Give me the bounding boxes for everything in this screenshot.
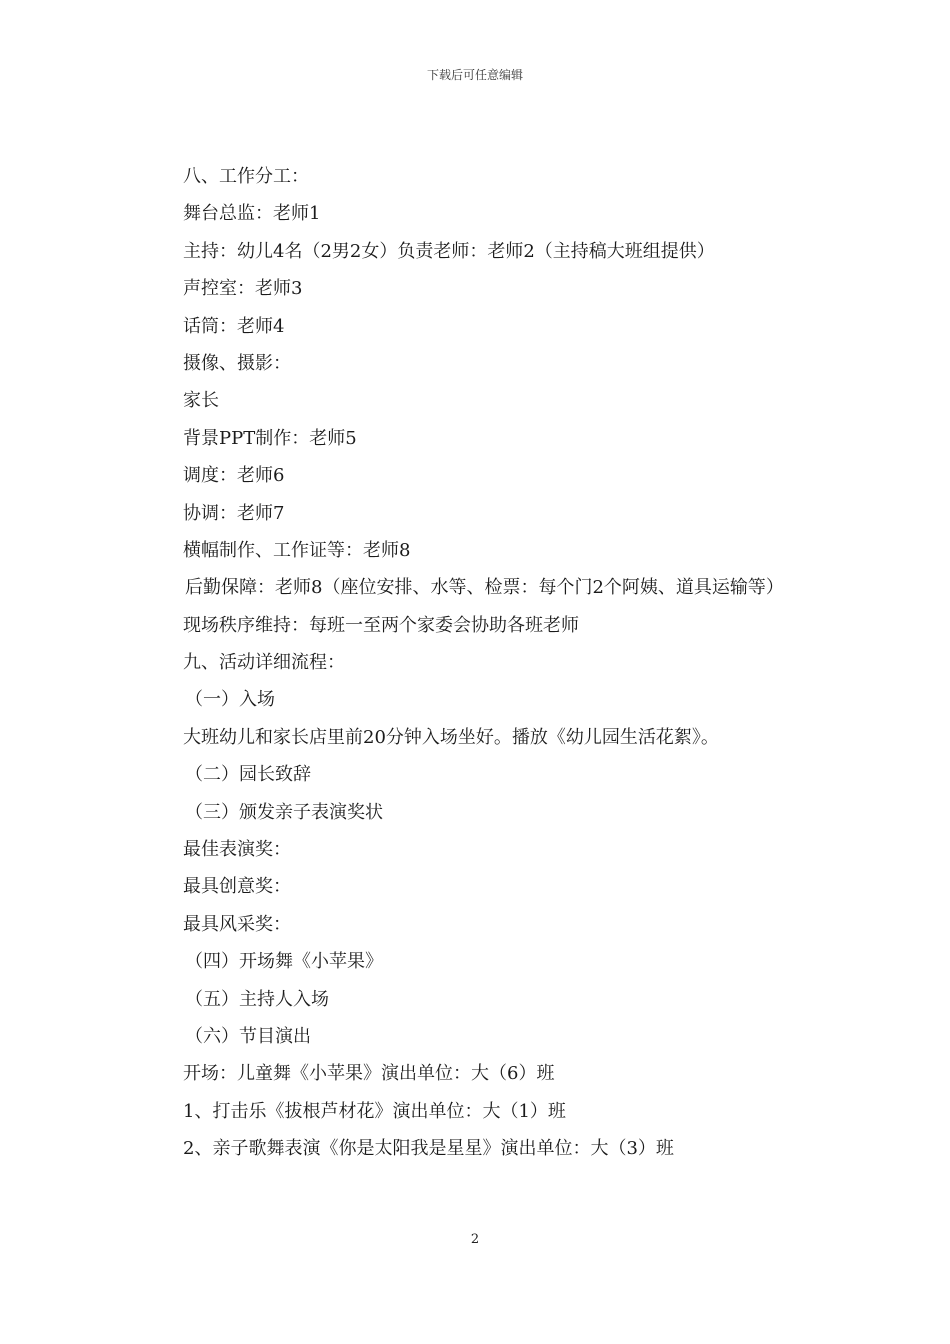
role-background-ppt: 背景PPT制作：老师5 bbox=[183, 427, 357, 449]
role-logistics: 后勤保障：老师8（座位安排、水等、检票：每个门2个阿姨、道具运输等） bbox=[185, 577, 784, 599]
section-heading-division-of-labor: 八、工作分工： bbox=[183, 166, 309, 187]
step-performances: （六）节目演出 bbox=[185, 1026, 311, 1047]
step-principal-speech: （二）园长致辞 bbox=[185, 764, 311, 786]
role-camera-photo-assignee: 家长 bbox=[183, 390, 219, 412]
award-best-performance: 最佳表演奖： bbox=[183, 839, 291, 861]
role-onsite-order: 现场秩序维持：每班一至两个家委会协助各班老师 bbox=[183, 614, 579, 636]
award-most-charming: 最具风采奖： bbox=[183, 913, 291, 935]
role-camera-photo: 摄像、摄影： bbox=[183, 352, 291, 374]
role-dispatch: 调度：老师6 bbox=[183, 465, 285, 487]
program-opening: 开场：儿童舞《小苹果》演出单位：大（6）班 bbox=[183, 1063, 555, 1085]
step-host-entrance: （五）主持人入场 bbox=[185, 988, 329, 1010]
document-body bbox=[146, 158, 812, 1168]
program-item-1: 1、打击乐《拔根芦材花》演出单位：大（1）班 bbox=[183, 1100, 566, 1122]
program-item-2: 2、亲子歌舞表演《你是太阳我是星星》演出单位：大（3）班 bbox=[183, 1138, 674, 1160]
section-heading-activity-flow: 九、活动详细流程： bbox=[183, 652, 345, 674]
role-host: 主持：幼儿4名（2男2女）负责老师：老师2（主持稿大班组提供） bbox=[183, 240, 715, 262]
step-entrance-detail: 大班幼儿和家长店里前20分钟入场坐好。播放《幼儿园生活花絮》。 bbox=[183, 726, 719, 748]
step-opening-dance: （四）开场舞《小苹果》 bbox=[185, 951, 383, 973]
step-entrance: （一）入场 bbox=[185, 689, 275, 711]
page-header: 下载后可任意编辑 bbox=[426, 68, 523, 82]
role-sound-control: 声控室：老师3 bbox=[183, 278, 303, 300]
role-microphone: 话筒：老师4 bbox=[183, 315, 285, 337]
role-stage-director: 舞台总监：老师1 bbox=[183, 203, 321, 225]
award-most-creative: 最具创意奖： bbox=[183, 876, 291, 898]
role-banner-badges: 横幅制作、工作证等：老师8 bbox=[183, 539, 411, 561]
step-awards: （三）颁发亲子表演奖状 bbox=[185, 801, 383, 823]
page-number: 2 bbox=[470, 1232, 480, 1247]
role-coordination: 协调：老师7 bbox=[183, 502, 285, 524]
